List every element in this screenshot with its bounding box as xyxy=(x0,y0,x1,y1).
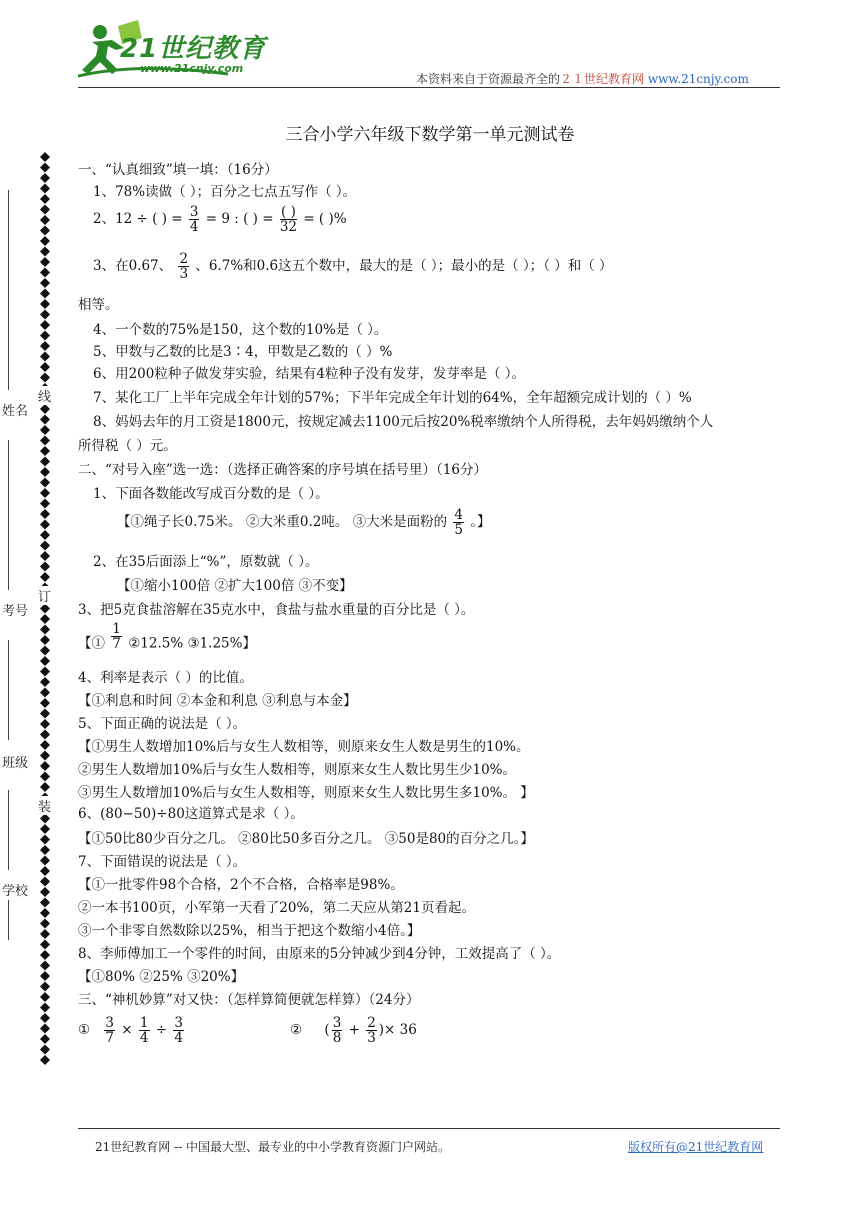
binding-diamond xyxy=(40,478,50,488)
binding-diamond xyxy=(40,604,50,614)
fraction-denominator: 7 xyxy=(105,1030,114,1047)
binding-diamond xyxy=(40,1034,50,1044)
binding-diamond xyxy=(40,782,50,792)
binding-diamond xyxy=(40,950,50,960)
binding-diamond xyxy=(40,488,50,498)
s2-q8-options: 【①80% ②25% ③20%】 xyxy=(78,969,245,985)
binding-diamond xyxy=(40,761,50,771)
s2-q7-option2: ②一本书100页，小军第一天看了20%，第二天应从第21页看起。 xyxy=(78,900,475,916)
binding-diamond xyxy=(40,362,50,372)
section3-heading: 三、“神机妙算”对又快：（怎样算简便就怎样算）（24分） xyxy=(78,992,420,1008)
s1-q7: 7、某化工厂上半年完成全年计划的57%；下半年完成全年计划的64%，全年超额完成计划的（ ）% xyxy=(93,390,692,406)
s2-q5: 5、下面正确的说法是（ ）。 xyxy=(78,716,247,732)
binding-xian: 线 xyxy=(38,386,51,405)
s2-q7-option1: 【①一批零件98个合格，2个不合格，合格率是98%。 xyxy=(78,877,404,893)
s1-q2-prefix: 2、12 ÷ ( ) = xyxy=(93,211,183,228)
s2-q4-options: 【①利息和时间 ②本金和利息 ③利息与本金】 xyxy=(78,693,357,709)
s2-q3: 3、把5克食盐溶解在35克水中，食盐与盐水重量的百分比是（ ）。 xyxy=(78,602,475,618)
binding-diamond xyxy=(40,719,50,729)
binding-diamond xyxy=(40,236,50,246)
binding-diamond xyxy=(40,425,50,435)
binding-diamond xyxy=(40,982,50,992)
s2-q1-options-text: 【①绳子长0.75米。 ②大米重0.2吨。 ③大米是面粉的 xyxy=(117,514,448,531)
binding-diamond xyxy=(40,1024,50,1034)
binding-diamond xyxy=(40,1055,50,1065)
binding-diamond xyxy=(40,278,50,288)
binding-diamond xyxy=(40,751,50,761)
fraction-numerator: 3 xyxy=(189,204,199,220)
binding-diamond xyxy=(40,163,50,173)
s1-q3-part-a: 3、在0.67、 xyxy=(93,258,173,275)
s1-q8-cont: 所得税（ ）元。 xyxy=(78,438,177,454)
s2-q3-options-b: ②12.5% ③1.25%】 xyxy=(128,635,256,652)
header-note-prefix: 本资料来自于资源最齐全的 xyxy=(416,72,561,86)
fraction xyxy=(332,1016,343,1045)
s1-q4: 4、一个数的75%是150，这个数的10%是（ ）。 xyxy=(93,322,388,338)
binding-diamond xyxy=(40,457,50,467)
binding-diamond xyxy=(40,289,50,299)
binding-diamond xyxy=(40,709,50,719)
s2-q6-options: 【①50比80少百分之几。 ②80比50多百分之几。 ③50是80的百分之几。】 xyxy=(78,831,534,847)
s2-q1-options-end: 。】 xyxy=(470,514,491,531)
binding-diamond xyxy=(40,625,50,635)
fraction-numerator: 4 xyxy=(454,507,464,523)
binding-diamond xyxy=(40,247,50,257)
footer-divider xyxy=(78,1128,780,1129)
binding-diamond xyxy=(40,184,50,194)
binding-diamond xyxy=(40,572,50,582)
binding-diamond xyxy=(40,499,50,509)
s2-q1: 1、下面各数能改写成百分数的是（ ）。 xyxy=(93,486,329,502)
s2-q4: 4、利率是表示（ ）的比值。 xyxy=(78,670,253,686)
binding-diamond xyxy=(40,467,50,477)
fraction-numerator: 2 xyxy=(179,251,189,267)
fraction xyxy=(104,1016,115,1045)
fraction xyxy=(139,1016,150,1045)
binding-diamond xyxy=(40,226,50,236)
binding-diamond xyxy=(40,520,50,530)
binding-diamond xyxy=(40,856,50,866)
s2-q2: 2、在35后面添上“%”，原数就（ ）。 xyxy=(93,554,319,570)
binding-diamond xyxy=(40,215,50,225)
s1-q5: 5、甲数与乙数的比是3∶4，甲数是乙数的（ ）% xyxy=(93,344,393,360)
binding-xuexiao: 学校 xyxy=(2,884,29,899)
fraction-denominator: 4 xyxy=(189,219,199,236)
section1-heading: 一、“认真细致”填一填：（16分） xyxy=(78,162,278,178)
fraction xyxy=(280,205,297,234)
binding-diamond xyxy=(40,152,50,162)
fraction-denominator: 4 xyxy=(139,1030,149,1047)
binding-diamond xyxy=(40,635,50,645)
footer-text: 21世纪教育网 -- 中国最大型、最专业的中小学教育资源门户网站。 xyxy=(95,1140,451,1154)
binding-diamond xyxy=(40,814,50,824)
logo-url: www.21cnjy.com xyxy=(140,62,244,75)
binding-diamond xyxy=(40,562,50,572)
binding-diamond xyxy=(40,446,50,456)
s1-q3-cont: 相等。 xyxy=(78,297,119,313)
binding-banji: 班级 xyxy=(2,756,29,771)
binding-diamond xyxy=(40,257,50,267)
binding-diamond xyxy=(40,310,50,320)
fraction xyxy=(366,1016,377,1045)
header-divider xyxy=(78,87,780,88)
s1-q3-part-b: 、6.7%和0.6̇这五个数中，最大的是（ ）；最小的是（ ）；（ ）和（ ） xyxy=(195,258,613,275)
binding-line xyxy=(8,790,9,870)
binding-diamond xyxy=(40,404,50,414)
s1-q3 xyxy=(93,252,613,281)
fraction-numerator: 1 xyxy=(139,1015,149,1031)
binding-diamond xyxy=(40,551,50,561)
s2-q2-options: 【①缩小100倍 ②扩大100倍 ③不变】 xyxy=(117,578,353,594)
paren-open: ( xyxy=(324,1022,330,1039)
binding-diamond xyxy=(40,667,50,677)
s3-problem1-label: ① xyxy=(78,1022,91,1039)
s3-problem2 xyxy=(290,1016,417,1045)
paren-close-times: )× 36 xyxy=(378,1022,417,1039)
binding-diamond xyxy=(40,908,50,918)
binding-diamond xyxy=(40,740,50,750)
fraction-denominator: 5 xyxy=(454,522,464,539)
fraction-numerator: ( ) xyxy=(281,204,296,220)
binding-diamond xyxy=(40,961,50,971)
binding-diamond xyxy=(40,992,50,1002)
binding-diamond xyxy=(40,1013,50,1023)
fraction xyxy=(178,252,189,281)
binding-diamond xyxy=(40,541,50,551)
binding-diamond xyxy=(40,194,50,204)
binding-diamond xyxy=(40,677,50,687)
binding-diamond xyxy=(40,331,50,341)
s2-q7-option3: ③一个非零自然数除以25%，相当于把这个数缩小4倍。】 xyxy=(78,923,421,939)
binding-line xyxy=(8,640,9,740)
fraction-numerator: 3 xyxy=(105,1015,114,1031)
binding-diamond xyxy=(40,509,50,519)
fraction-denominator: 7 xyxy=(112,636,121,653)
binding-diamond xyxy=(40,730,50,740)
fraction-denominator: 3 xyxy=(367,1030,376,1047)
binding-diamond xyxy=(40,530,50,540)
s2-q5-option3: ③男生人数增加10%后与女生人数相等，则原来女生人数比男生多10%。 】 xyxy=(78,785,534,801)
binding-diamond xyxy=(40,1045,50,1055)
header-note-brand: ２１世纪教育网 xyxy=(560,72,645,86)
binding-diamond xyxy=(40,299,50,309)
binding-diamond xyxy=(40,845,50,855)
fraction-numerator: 1 xyxy=(112,621,121,637)
operator: × xyxy=(121,1022,133,1039)
page-title: 三合小学六年级下数学第一单元测试卷 xyxy=(285,125,575,145)
s1-q2-suffix: = ( )% xyxy=(303,211,347,228)
fraction-denominator: 4 xyxy=(174,1030,183,1047)
binding-diamond xyxy=(40,971,50,981)
fraction xyxy=(111,622,122,651)
binding-diamond xyxy=(40,866,50,876)
s2-q1-options xyxy=(117,508,491,537)
s2-q3-options xyxy=(78,622,256,651)
binding-diamond xyxy=(40,373,50,383)
s2-q8: 8、李师傅加工一个零件的时间，由原来的5分钟减少到4分钟，工效提高了（ ）。 xyxy=(78,946,561,962)
binding-diamond xyxy=(40,940,50,950)
fraction-denominator: 8 xyxy=(332,1030,342,1047)
logo-text: 21世纪教育 xyxy=(120,34,267,64)
fraction-numerator: 3 xyxy=(332,1015,342,1031)
binding-diamond xyxy=(40,877,50,887)
binding-xingming: 姓名 xyxy=(2,404,29,419)
binding-diamond xyxy=(40,415,50,425)
section2-heading: 二、“对号入座”选一选：（选择正确答案的序号填在括号里）（16分） xyxy=(78,462,487,478)
s3-problem2-label: ② xyxy=(290,1022,303,1039)
binding-diamond xyxy=(40,929,50,939)
s1-q8: 8、妈妈去年的月工资是1800元，按规定减去1100元后按20%税率缴纳个人所得税，去年妈妈缴纳个人 xyxy=(93,414,714,430)
fraction xyxy=(189,205,200,234)
s2-q7: 7、下面错误的说法是（ ）。 xyxy=(78,854,247,870)
header-note-url[interactable]: www.21cnjy.com xyxy=(647,72,749,86)
binding-diamond xyxy=(40,772,50,782)
binding-diamond xyxy=(40,646,50,656)
binding-diamond xyxy=(40,341,50,351)
binding-diamond xyxy=(40,205,50,215)
operator: + xyxy=(348,1022,360,1039)
binding-diamond xyxy=(40,887,50,897)
binding-diamond xyxy=(40,919,50,929)
fraction xyxy=(453,508,464,537)
s2-q5-option2: ②男生人数增加10%后与女生人数相等，则原来女生人数比男生少10%。 xyxy=(78,762,517,778)
binding-diamond xyxy=(40,824,50,834)
binding-diamond xyxy=(40,436,50,446)
fraction-numerator: 2 xyxy=(367,1015,376,1031)
s2-q3-options-a: 【① xyxy=(78,635,105,652)
fraction-denominator: 32 xyxy=(279,219,298,236)
binding-diamond xyxy=(40,898,50,908)
s3-problem1 xyxy=(78,1016,186,1045)
binding-diamond xyxy=(40,320,50,330)
binding-diamond xyxy=(40,698,50,708)
binding-line xyxy=(8,900,9,940)
fraction xyxy=(173,1016,184,1045)
s2-q6: 6、(80−50)÷80这道算式是求（ ）。 xyxy=(78,806,304,822)
binding-line xyxy=(8,190,9,390)
footer-copyright-link[interactable]: 版权所有@21世纪教育网 xyxy=(628,1140,764,1154)
binding-line xyxy=(8,440,9,590)
fraction-denominator: 3 xyxy=(179,266,189,283)
header-note xyxy=(416,70,749,87)
binding-diamond xyxy=(40,1003,50,1013)
s1-q2 xyxy=(93,205,347,234)
s1-q1: 1、78%读做（ ）；百分之七点五写作（ ）。 xyxy=(93,184,357,200)
fraction-numerator: 3 xyxy=(174,1015,183,1031)
binding-diamond xyxy=(40,688,50,698)
binding-diamond xyxy=(40,268,50,278)
binding-diamond-column xyxy=(38,152,52,1072)
binding-diamond xyxy=(40,614,50,624)
s2-q5-option1: 【①男生人数增加10%后与女生人数相等，则原来女生人数是男生的10%。 xyxy=(78,739,530,755)
binding-kaohao: 考号 xyxy=(2,604,29,619)
binding-diamond xyxy=(40,352,50,362)
binding-diamond xyxy=(40,656,50,666)
binding-diamond xyxy=(40,835,50,845)
binding-diamond xyxy=(40,173,50,183)
s1-q6: 6、用200粒种子做发芽实验，结果有4粒种子没有发芽，发芽率是（ ）。 xyxy=(93,366,525,382)
binding-zhuang: 装 xyxy=(38,796,51,815)
s1-q2-mid: = 9 : ( ) = xyxy=(205,211,274,228)
binding-ding: 订 xyxy=(38,586,51,605)
operator: ÷ xyxy=(155,1022,168,1039)
